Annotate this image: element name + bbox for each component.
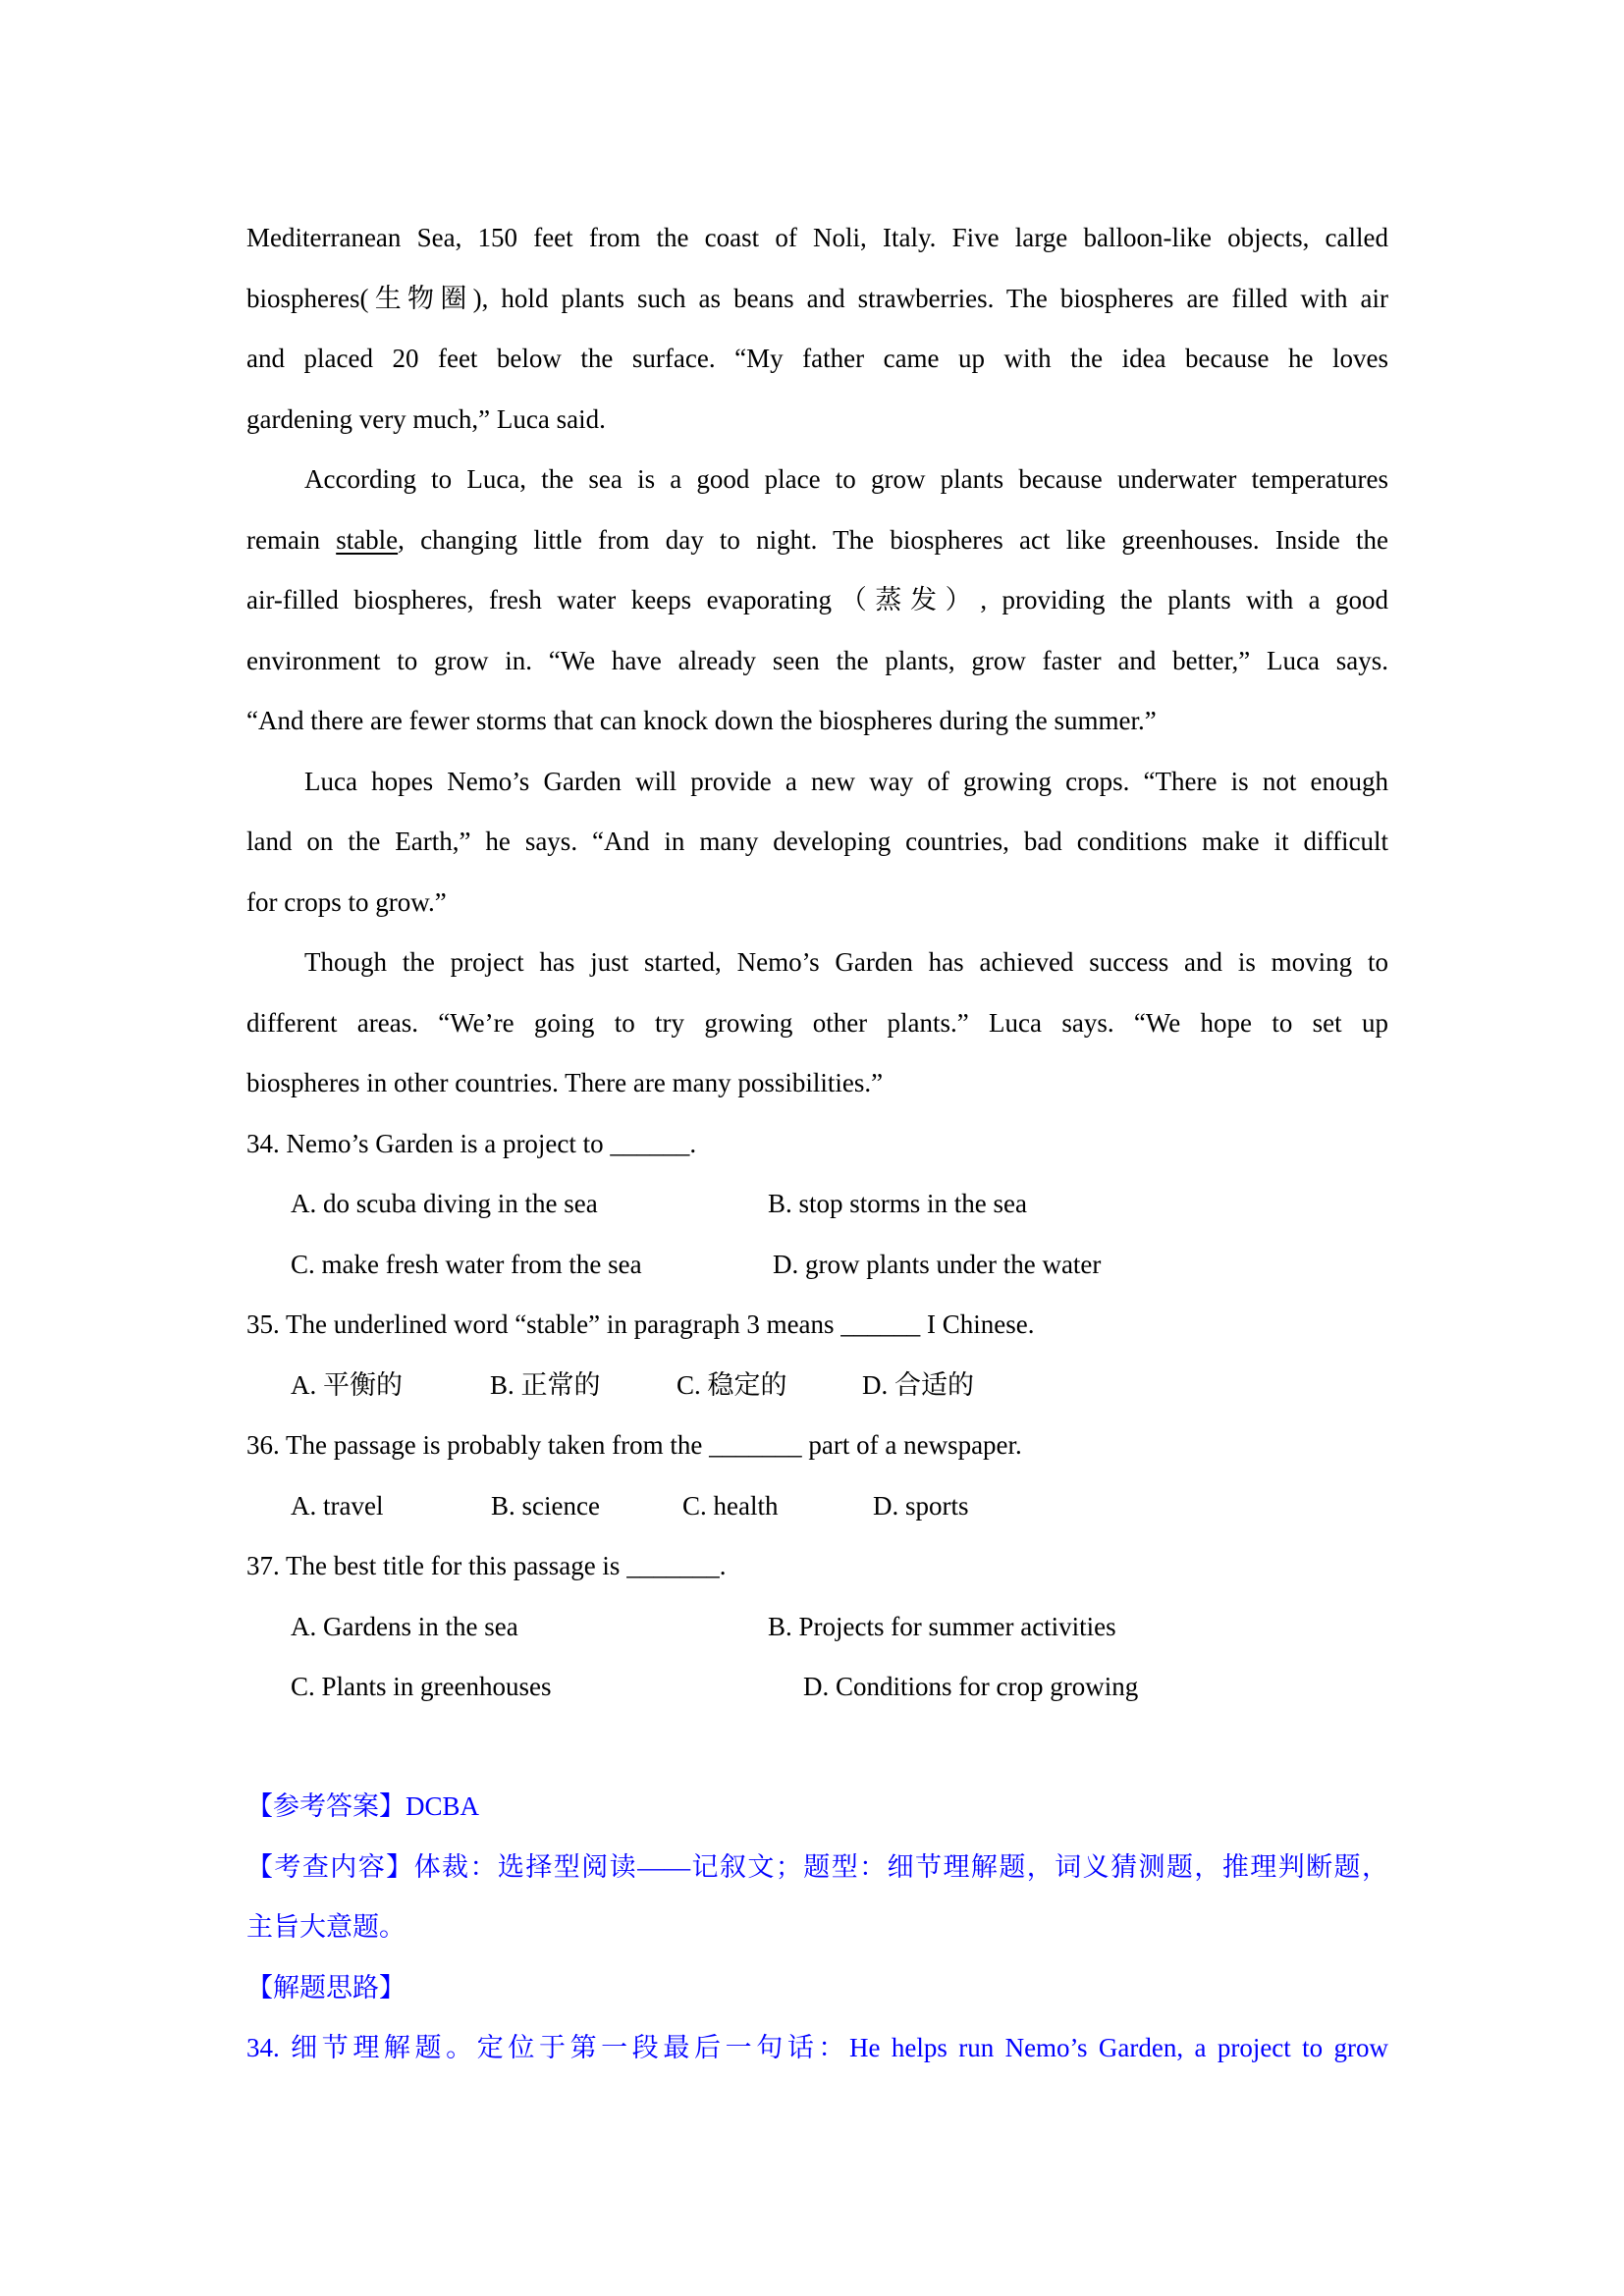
passage-p1-line3: and placed 20 feet below the surface. “My father came up with the idea because he loves bbox=[246, 344, 1388, 373]
question-37-stem: 37. The best title for this passage is _______. bbox=[246, 1551, 727, 1580]
question-35-stem: 35. The underlined word “stable” in paragraph 3 means ______ I Chinese. bbox=[246, 1309, 1035, 1339]
passage-p2-line5: “And there are fewer storms that can knock down the biospheres during the summer.” bbox=[246, 706, 1157, 735]
passage-p3-line1: Luca hopes Nemo’s Garden will provide a new way of growing crops. “There is not enough bbox=[304, 767, 1388, 796]
passage-p4-line3: biospheres in other countries. There are many possibilities.” bbox=[246, 1068, 884, 1097]
question-34-option-b: B. stop storms in the sea bbox=[768, 1189, 1027, 1218]
solution-approach-heading: 【解题思路】 bbox=[246, 1973, 406, 2002]
passage-p2-line3: air-filled biospheres, fresh water keeps evaporating（蒸发）, providing the plants with a good bbox=[246, 585, 1388, 614]
underlined-word-stable: stable bbox=[336, 525, 399, 555]
passage-p3-line3: for crops to grow.” bbox=[246, 887, 447, 917]
question-36-option-c: C. health bbox=[682, 1491, 779, 1521]
passage-p4-line2: different areas. “We’re going to try growing other plants.” Luca says. “We hope to set up bbox=[246, 1008, 1388, 1038]
question-36-stem: 36. The passage is probably taken from the _______ part of a newspaper. bbox=[246, 1430, 1022, 1460]
question-34-option-c: C. make fresh water from the sea bbox=[291, 1250, 642, 1279]
question-34-option-a: A. do scuba diving in the sea bbox=[291, 1189, 598, 1218]
question-35-option-d: D. 合适的 bbox=[862, 1370, 974, 1400]
passage-p4-line1: Though the project has just started, Nemo’s Garden has achieved success and is moving to bbox=[304, 947, 1388, 977]
passage-p2-line2-post: , changing little from day to night. The biospheres act like greenhouses. Inside the bbox=[398, 525, 1389, 555]
question-36-option-a: A. travel bbox=[291, 1491, 384, 1521]
passage-p1-line4: gardening very much,” Luca said. bbox=[246, 404, 606, 434]
passage-p1-line2: biospheres(生物圈), hold plants such as beans and strawberries. The biospheres are filled with air bbox=[246, 284, 1388, 313]
question-34-option-d: D. grow plants under the water bbox=[773, 1250, 1102, 1279]
passage-p2-line1: According to Luca, the sea is a good place to grow plants because underwater temperatures bbox=[304, 464, 1388, 494]
passage-p2-line2 bbox=[246, 522, 1388, 558]
passage-p1-line1: Mediterranean Sea, 150 feet from the coast of Noli, Italy. Five large balloon-like objects, called bbox=[246, 223, 1388, 252]
exam-content-line2: 主旨大意题。 bbox=[246, 1912, 406, 1942]
question-37-option-d: D. Conditions for crop growing bbox=[803, 1672, 1139, 1701]
passage-p3-line2: land on the Earth,” he says. “And in many developing countries, bad conditions make it difficult bbox=[246, 827, 1388, 856]
question-37-option-a: A. Gardens in the sea bbox=[291, 1612, 518, 1641]
question-36-option-b: B. science bbox=[491, 1491, 600, 1521]
passage-p2-line2-pre: remain bbox=[246, 525, 337, 555]
question-35-option-a: A. 平衡的 bbox=[291, 1370, 403, 1400]
question-37-option-c: C. Plants in greenhouses bbox=[291, 1672, 552, 1701]
question-37-option-b: B. Projects for summer activities bbox=[768, 1612, 1116, 1641]
exam-content-line1: 【考查内容】体裁：选择型阅读——记叙文；题型：细节理解题，词义猜测题，推理判断题， bbox=[246, 1852, 1388, 1882]
question-35-option-b: B. 正常的 bbox=[490, 1370, 601, 1400]
question-35-option-c: C. 稳定的 bbox=[677, 1370, 787, 1400]
solution-note-34: 34. 细节理解题。定位于第一段最后一句话：He helps run Nemo’s Garden, a project to grow bbox=[246, 2033, 1388, 2062]
question-36-option-d: D. sports bbox=[873, 1491, 969, 1521]
answer-key: 【参考答案】DCBA bbox=[246, 1791, 480, 1821]
passage-p2-line4: environment to grow in. “We have already seen the plants, grow faster and better,” Luca says. bbox=[246, 646, 1388, 675]
question-34-stem: 34. Nemo’s Garden is a project to ______. bbox=[246, 1129, 697, 1158]
